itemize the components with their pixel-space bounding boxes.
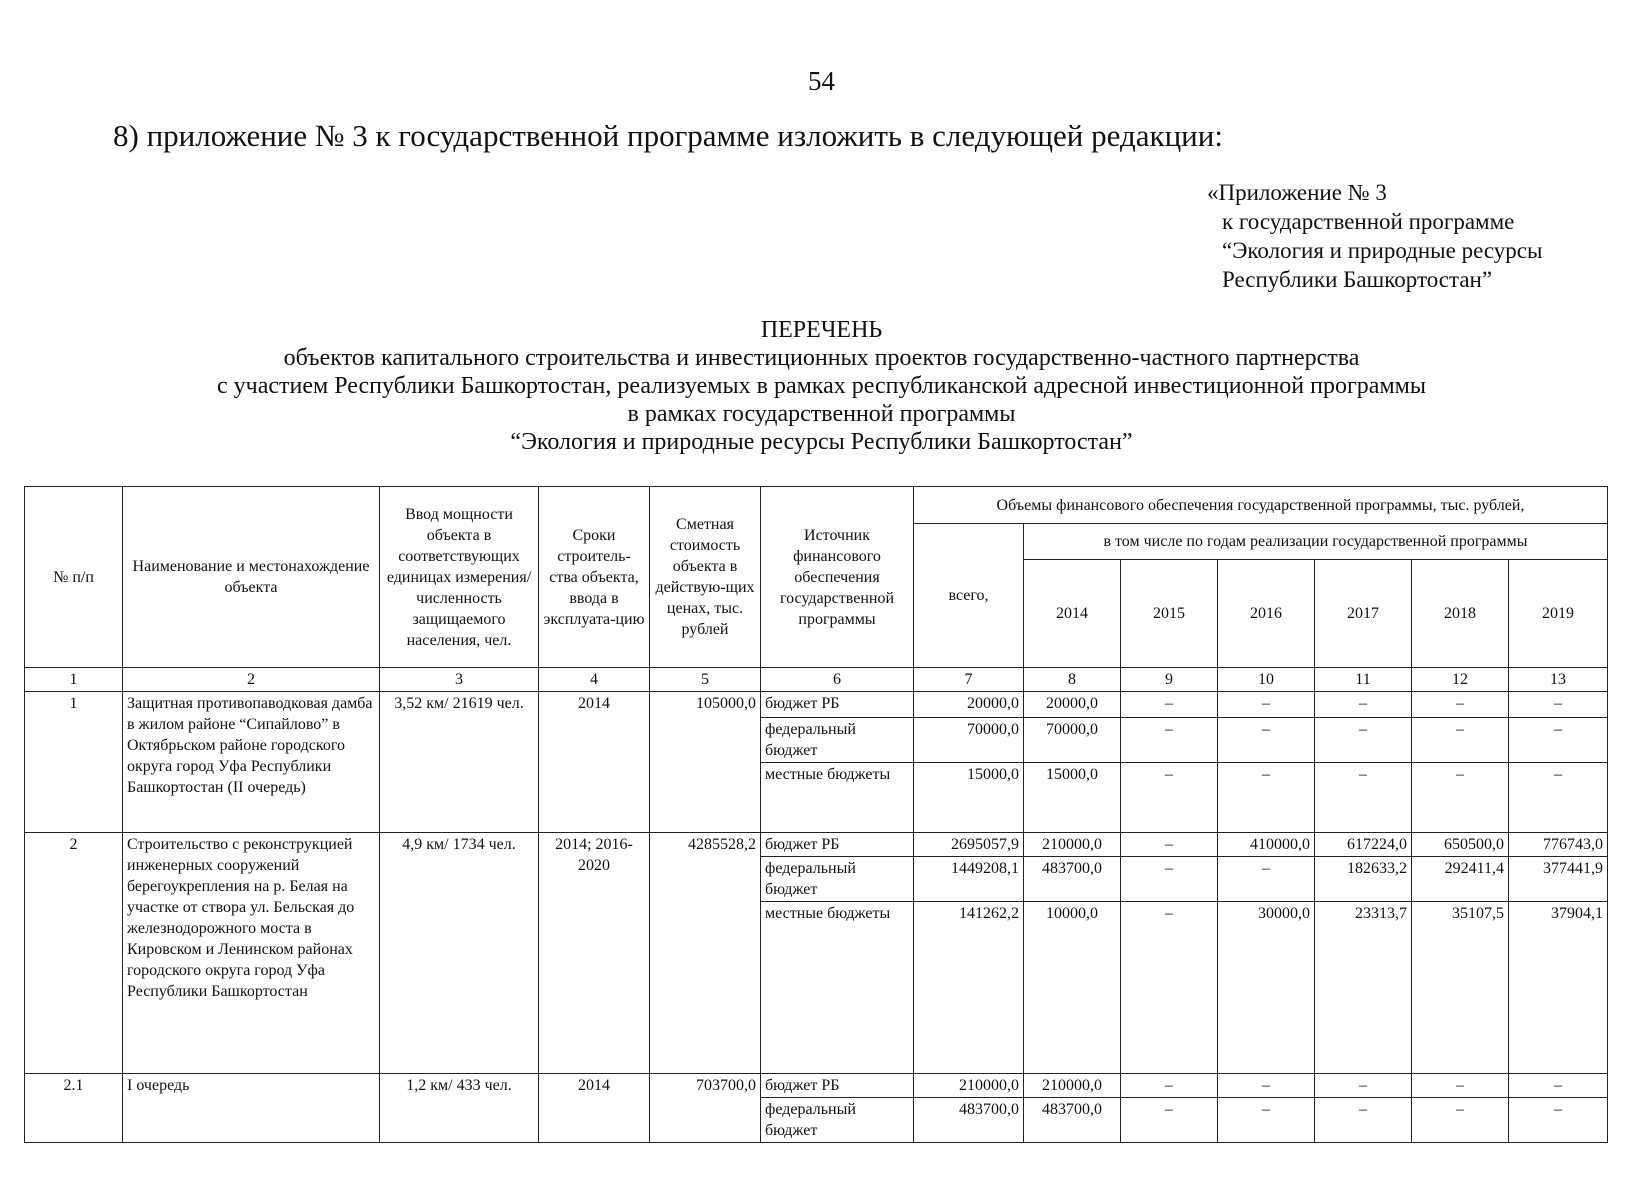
row-y2014: 10000,0	[1024, 902, 1121, 1074]
title-line: объектов капитального строительства и инвестиционных проектов государственно-частного партнерства	[283, 345, 1360, 371]
appendix-line: “Экология и природные ресурсы	[1222, 238, 1543, 263]
row-total: 141262,2	[914, 902, 1024, 1074]
row-y2019: –	[1509, 1098, 1608, 1143]
row-source: бюджет РБ	[761, 833, 914, 857]
col-number: 13	[1509, 668, 1608, 692]
row-y2015: –	[1121, 718, 1218, 763]
col-number: 10	[1218, 668, 1315, 692]
row-name: Защитная противопаводковая дамба в жилом районе “Сипайлово” в Октябрьском районе городского округа город Уфа Республики Башкортостан (II очередь)	[123, 692, 380, 833]
row-y2019: 776743,0	[1509, 833, 1608, 857]
table-row	[25, 692, 1608, 718]
row-terms: 2014; 2016-2020	[539, 833, 650, 1074]
title-line: с участием Республики Башкортостан, реализуемых в рамках республиканской адресной инвестиционной программы	[217, 373, 1426, 399]
col-number: 3	[380, 668, 539, 692]
row-y2014: 20000,0	[1024, 692, 1121, 718]
objects-table	[24, 486, 1608, 1143]
appendix-line: к государственной программе	[1222, 209, 1515, 234]
header-year: 2016	[1218, 560, 1315, 668]
row-y2016: –	[1218, 692, 1315, 718]
row-y2016: 30000,0	[1218, 902, 1315, 1074]
row-y2017: –	[1315, 718, 1412, 763]
row-y2014: 210000,0	[1024, 833, 1121, 857]
row-total: 15000,0	[914, 763, 1024, 833]
table-row	[25, 833, 1608, 857]
row-y2017: 23313,7	[1315, 902, 1412, 1074]
header-year: 2014	[1024, 560, 1121, 668]
row-y2018: 35107,5	[1412, 902, 1509, 1074]
row-y2015: –	[1121, 902, 1218, 1074]
row-num: 2	[25, 833, 123, 1074]
row-total: 1449208,1	[914, 857, 1024, 902]
col-number: 7	[914, 668, 1024, 692]
row-y2016: –	[1218, 857, 1315, 902]
row-source: бюджет РБ	[761, 1074, 914, 1098]
header-year: 2015	[1121, 560, 1218, 668]
row-y2016: –	[1218, 1074, 1315, 1098]
row-y2018: –	[1412, 718, 1509, 763]
header-cost: Сметная стоимость объекта в действую-щих ценах, тыс. рублей	[650, 487, 761, 668]
row-capacity: 3,52 км/ 21619 чел.	[380, 692, 539, 833]
row-num: 1	[25, 692, 123, 833]
header-terms: Сроки строитель-ства объекта, ввода в эксплуата-цию	[539, 487, 650, 668]
header-num: № п/п	[25, 487, 123, 668]
row-y2018: –	[1412, 1098, 1509, 1143]
col-number: 9	[1121, 668, 1218, 692]
row-num: 2.1	[25, 1074, 123, 1143]
header-source: Источник финансового обеспечения государственной программы	[761, 487, 914, 668]
row-y2018: –	[1412, 692, 1509, 718]
row-y2019: –	[1509, 692, 1608, 718]
col-number: 12	[1412, 668, 1509, 692]
intro-text: 8) приложение № 3 к государственной программе изложить в следующей редакции:	[113, 118, 1223, 153]
col-number: 8	[1024, 668, 1121, 692]
row-source: федеральный бюджет	[761, 718, 914, 763]
row-capacity: 4,9 км/ 1734 чел.	[380, 833, 539, 1074]
row-y2018: 292411,4	[1412, 857, 1509, 902]
row-source: федеральный бюджет	[761, 1098, 914, 1143]
header-volumes: Объемы финансового обеспечения государственной программы, тыс. рублей,	[914, 487, 1608, 524]
col-number: 11	[1315, 668, 1412, 692]
row-terms: 2014	[539, 692, 650, 833]
row-y2014: 483700,0	[1024, 1098, 1121, 1143]
row-y2017: –	[1315, 692, 1412, 718]
appendix-note	[1207, 178, 1542, 294]
row-y2014: 210000,0	[1024, 1074, 1121, 1098]
row-source: федеральный бюджет	[761, 857, 914, 902]
row-y2018: 650500,0	[1412, 833, 1509, 857]
document-title	[0, 316, 1643, 456]
row-y2014: 15000,0	[1024, 763, 1121, 833]
col-number: 5	[650, 668, 761, 692]
header-name: Наименование и местонахождение объекта	[123, 487, 380, 668]
col-number: 4	[539, 668, 650, 692]
row-total: 2695057,9	[914, 833, 1024, 857]
row-cost: 105000,0	[650, 692, 761, 833]
row-capacity: 1,2 км/ 433 чел.	[380, 1074, 539, 1143]
row-y2016: –	[1218, 763, 1315, 833]
row-y2017: –	[1315, 1098, 1412, 1143]
row-y2017: –	[1315, 763, 1412, 833]
row-y2015: –	[1121, 1074, 1218, 1098]
row-y2018: –	[1412, 1074, 1509, 1098]
row-y2015: –	[1121, 763, 1218, 833]
row-y2019: –	[1509, 763, 1608, 833]
header-by-years: в том числе по годам реализации государственной программы	[1024, 524, 1608, 560]
row-total: 20000,0	[914, 692, 1024, 718]
row-y2019: –	[1509, 1074, 1608, 1098]
row-y2015: –	[1121, 833, 1218, 857]
col-number: 2	[123, 668, 380, 692]
table-row	[25, 1074, 1608, 1098]
row-total: 483700,0	[914, 1098, 1024, 1143]
row-terms: 2014	[539, 1074, 650, 1143]
header-year: 2019	[1509, 560, 1608, 668]
row-y2017: –	[1315, 1074, 1412, 1098]
row-y2015: –	[1121, 1098, 1218, 1143]
row-source: местные бюджеты	[761, 902, 914, 1074]
row-y2016: –	[1218, 718, 1315, 763]
row-y2014: 70000,0	[1024, 718, 1121, 763]
row-total: 210000,0	[914, 1074, 1024, 1098]
row-y2019: –	[1509, 718, 1608, 763]
row-y2015: –	[1121, 692, 1218, 718]
row-source: местные бюджеты	[761, 763, 914, 833]
row-name: Строительство с реконструкцией инженерных сооружений берегоукрепления на р. Белая на участке от створа ул. Бельская до железнодорожного моста в Кировском и Ленинском районах городского округа город Уфа Республики Башкортостан	[123, 833, 380, 1074]
row-y2015: –	[1121, 857, 1218, 902]
title-line: ПЕРЕЧЕНЬ	[760, 317, 883, 343]
col-number: 1	[25, 668, 123, 692]
row-source: бюджет РБ	[761, 692, 914, 718]
header-year: 2017	[1315, 560, 1412, 668]
row-y2019: 377441,9	[1509, 857, 1608, 902]
row-name: I очередь	[123, 1074, 380, 1143]
page-number: 54	[808, 66, 835, 96]
title-line: “Экология и природные ресурсы Республики Башкортостан”	[510, 429, 1133, 455]
title-line: в рамках государственной программы	[627, 401, 1016, 427]
appendix-line: «Приложение № 3	[1207, 180, 1387, 205]
header-total: всего,	[914, 524, 1024, 668]
row-y2016: 410000,0	[1218, 833, 1315, 857]
header-year: 2018	[1412, 560, 1509, 668]
row-y2016: –	[1218, 1098, 1315, 1143]
row-y2018: –	[1412, 763, 1509, 833]
header-capacity: Ввод мощности объекта в соответствующих единицах измерения/ численность защищаемого населения, чел.	[380, 487, 539, 668]
row-cost: 4285528,2	[650, 833, 761, 1074]
row-y2017: 617224,0	[1315, 833, 1412, 857]
row-y2014: 483700,0	[1024, 857, 1121, 902]
appendix-line: Республики Башкортостан”	[1222, 267, 1493, 292]
row-cost: 703700,0	[650, 1074, 761, 1143]
row-y2019: 37904,1	[1509, 902, 1608, 1074]
col-number: 6	[761, 668, 914, 692]
row-y2017: 182633,2	[1315, 857, 1412, 902]
row-total: 70000,0	[914, 718, 1024, 763]
